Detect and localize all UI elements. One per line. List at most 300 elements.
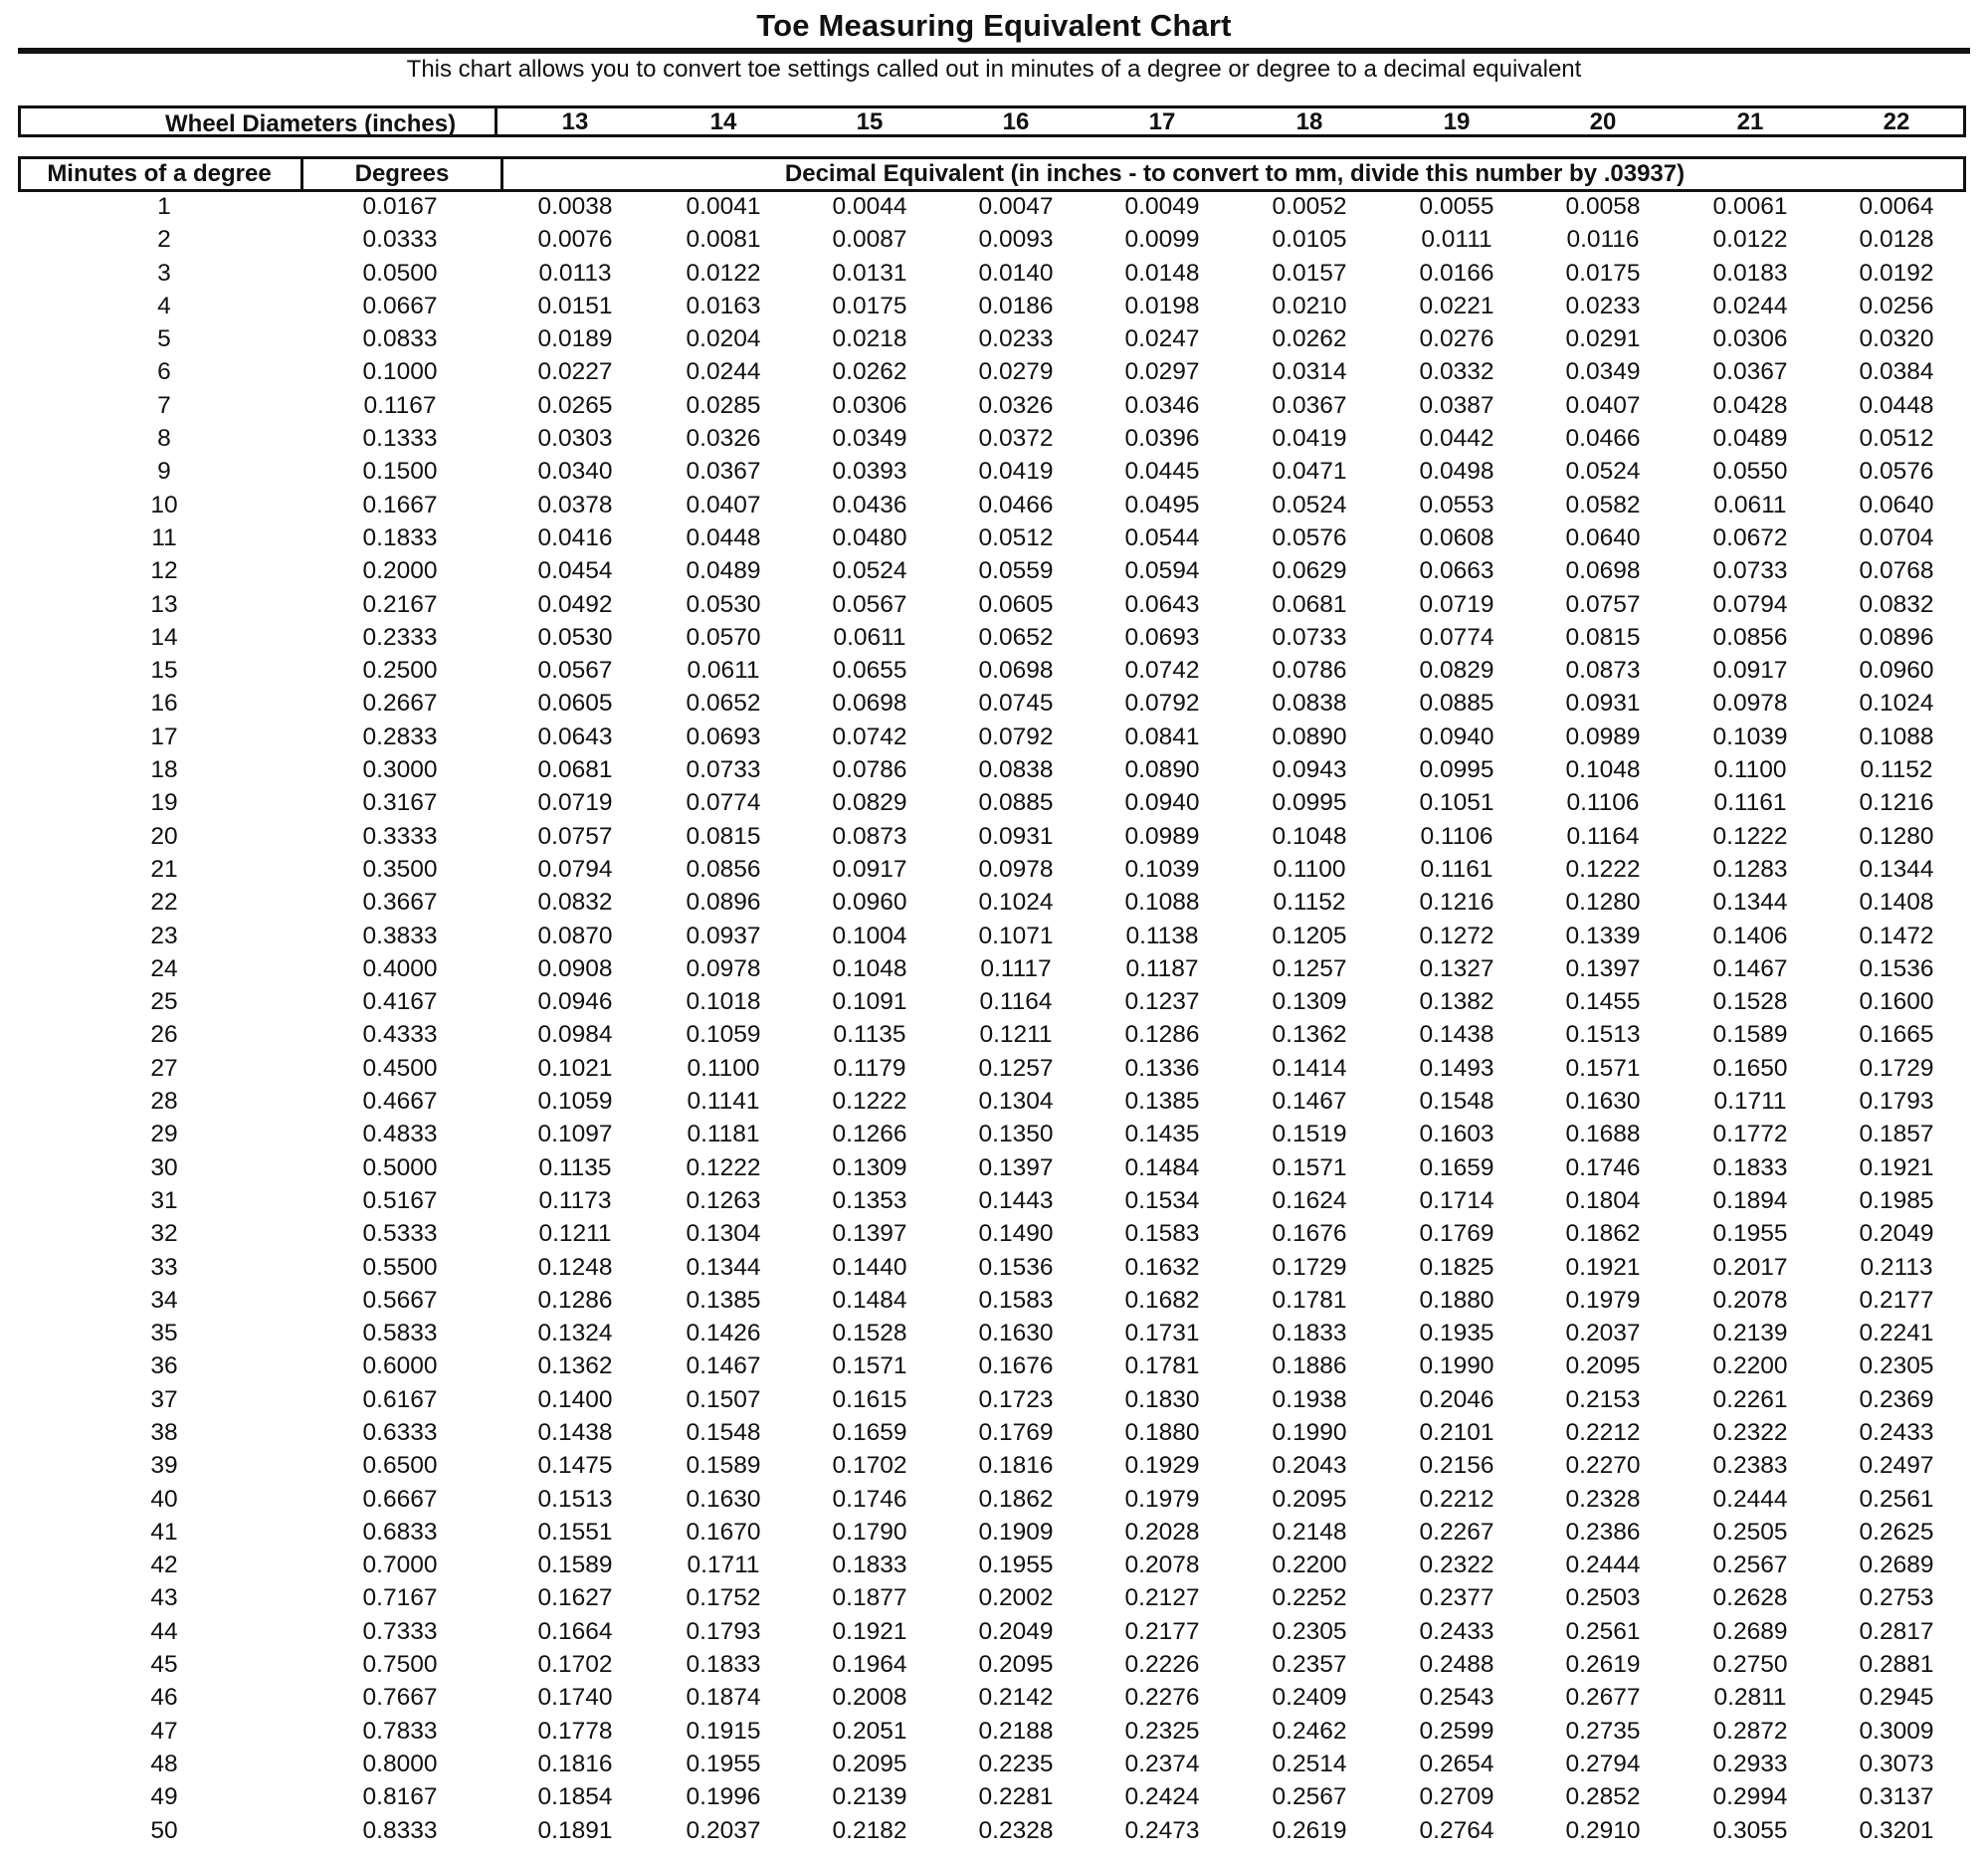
table-row <box>0 392 1988 425</box>
minutes-cell: 19 <box>150 789 178 817</box>
decimal-cell: 0.2051 <box>832 1717 907 1745</box>
decimal-cell: 0.1304 <box>978 1088 1054 1116</box>
decimal-cell: 0.0917 <box>1712 657 1788 685</box>
decimal-cell: 0.0559 <box>978 557 1054 585</box>
minutes-cell: 20 <box>150 822 178 850</box>
decimal-cell: 0.0332 <box>1419 358 1494 386</box>
decimal-cell: 0.0384 <box>1859 358 1934 386</box>
decimal-cell: 0.0052 <box>1272 193 1347 220</box>
decimal-cell: 0.2735 <box>1565 1717 1641 1745</box>
decimal-cell: 0.2503 <box>1565 1584 1641 1612</box>
decimal-cell: 0.1682 <box>1124 1286 1200 1314</box>
decimal-cell: 0.1353 <box>832 1186 907 1214</box>
decimal-cell: 0.0044 <box>832 193 907 220</box>
table-row <box>0 856 1988 889</box>
decimal-cell: 0.2794 <box>1565 1750 1641 1777</box>
table-row <box>0 591 1988 624</box>
decimal-cell: 0.1729 <box>1272 1253 1347 1281</box>
degrees-column-header: Degrees <box>354 160 450 187</box>
decimal-cell: 0.1222 <box>686 1153 761 1181</box>
decimal-cell: 0.0326 <box>686 425 761 453</box>
decimal-cell: 0.0832 <box>1859 590 1934 618</box>
decimal-cell: 0.2444 <box>1565 1551 1641 1579</box>
decimal-cell: 0.0512 <box>1859 425 1934 453</box>
decimal-cell: 0.1891 <box>537 1816 613 1844</box>
decimal-cell: 0.1979 <box>1565 1286 1641 1314</box>
decimal-cell: 0.2305 <box>1272 1617 1347 1645</box>
decimal-cell: 0.0166 <box>1419 259 1494 287</box>
decimal-cell: 0.2177 <box>1124 1617 1200 1645</box>
decimal-cell: 0.1589 <box>1712 1021 1788 1049</box>
diameter-header-22: 22 <box>1883 108 1910 135</box>
minutes-cell: 24 <box>150 954 178 982</box>
decimal-cell: 0.2433 <box>1419 1617 1494 1645</box>
decimal-cell: 0.0978 <box>978 855 1054 883</box>
decimal-cell: 0.0940 <box>1124 789 1200 817</box>
decimal-cell: 0.2561 <box>1565 1617 1641 1645</box>
decimal-cell: 0.2046 <box>1419 1385 1494 1413</box>
decimal-cell: 0.2473 <box>1124 1816 1200 1844</box>
table-row <box>0 1684 1988 1717</box>
decimal-cell: 0.1152 <box>1273 889 1346 917</box>
decimal-cell: 0.1702 <box>537 1651 613 1679</box>
decimal-cell: 0.1830 <box>1124 1385 1200 1413</box>
decimal-cell: 0.2328 <box>1565 1485 1641 1513</box>
page-title: Toe Measuring Equivalent Chart <box>756 8 1232 43</box>
decimal-cell: 0.0576 <box>1859 458 1934 486</box>
table-row <box>0 955 1988 988</box>
decimal-cell: 0.1548 <box>686 1418 761 1446</box>
decimal-cell: 0.1339 <box>1565 922 1641 949</box>
decimal-cell: 0.1135 <box>538 1153 612 1181</box>
decimal-cell: 0.1272 <box>1419 922 1494 949</box>
decimal-cell: 0.0794 <box>1712 590 1788 618</box>
decimal-cell: 0.1740 <box>537 1684 613 1712</box>
minutes-cell: 49 <box>150 1783 178 1811</box>
decimal-cell: 0.1711 <box>1713 1088 1787 1116</box>
decimal-cell: 0.1816 <box>537 1750 613 1777</box>
decimal-cell: 0.0582 <box>1565 491 1641 518</box>
decimal-cell: 0.2567 <box>1712 1551 1788 1579</box>
decimal-cell: 0.0841 <box>1124 723 1200 750</box>
decimal-cell: 0.0244 <box>686 358 761 386</box>
decimal-cell: 0.2872 <box>1712 1717 1788 1745</box>
decimal-cell: 0.1534 <box>1124 1186 1200 1214</box>
minutes-cell: 27 <box>150 1054 178 1082</box>
decimal-cell: 0.0498 <box>1419 458 1494 486</box>
decimal-cell: 0.1048 <box>832 954 907 982</box>
decimal-cell: 0.1336 <box>1124 1054 1200 1082</box>
decimal-cell: 0.0087 <box>832 226 907 254</box>
decimal-cell: 0.0151 <box>537 292 613 319</box>
decimal-cell: 0.0233 <box>1565 292 1641 319</box>
table-row <box>0 1021 1988 1054</box>
decimal-cell: 0.2567 <box>1272 1783 1347 1811</box>
degrees-cell: 0.5333 <box>362 1220 438 1248</box>
decimal-cell: 0.1344 <box>1859 855 1934 883</box>
decimal-cell: 0.0794 <box>537 855 613 883</box>
decimal-cell: 0.0960 <box>832 889 907 917</box>
minutes-cell: 15 <box>150 657 178 685</box>
decimal-cell: 0.1833 <box>686 1651 761 1679</box>
decimal-cell: 0.0466 <box>978 491 1054 518</box>
decimal-cell: 0.2305 <box>1859 1352 1934 1380</box>
decimal-cell: 0.0393 <box>832 458 907 486</box>
decimal-cell: 0.0175 <box>1565 259 1641 287</box>
decimal-cell: 0.0489 <box>686 557 761 585</box>
decimal-cell: 0.1630 <box>686 1485 761 1513</box>
decimal-cell: 0.1467 <box>686 1352 761 1380</box>
decimal-cell: 0.2095 <box>1565 1352 1641 1380</box>
decimal-cell: 0.2095 <box>978 1651 1054 1679</box>
decimal-cell: 0.0792 <box>978 723 1054 750</box>
decimal-cell: 0.1024 <box>978 889 1054 917</box>
decimal-cell: 0.1769 <box>1419 1220 1494 1248</box>
decimal-cell: 0.3073 <box>1859 1750 1934 1777</box>
degrees-cell: 0.4833 <box>362 1121 438 1148</box>
decimal-cell: 0.2945 <box>1859 1684 1934 1712</box>
decimal-cell: 0.0081 <box>686 226 761 254</box>
degrees-cell: 0.2167 <box>362 590 438 618</box>
decimal-cell: 0.0192 <box>1859 259 1934 287</box>
decimal-cell: 0.3009 <box>1859 1717 1934 1745</box>
decimal-cell: 0.1711 <box>687 1551 760 1579</box>
decimal-cell: 0.1222 <box>1712 822 1788 850</box>
decimal-cell: 0.0698 <box>978 657 1054 685</box>
decimal-cell: 0.0233 <box>978 325 1054 353</box>
decimal-cell: 0.2543 <box>1419 1684 1494 1712</box>
decimal-cell: 0.1551 <box>537 1518 613 1546</box>
decimal-cell: 0.0512 <box>978 523 1054 551</box>
decimal-cell: 0.0742 <box>1124 657 1200 685</box>
decimal-cell: 0.1793 <box>686 1617 761 1645</box>
decimal-cell: 0.2200 <box>1272 1551 1347 1579</box>
decimal-cell: 0.1790 <box>832 1518 907 1546</box>
decimal-cell: 0.0221 <box>1419 292 1494 319</box>
minutes-cell: 31 <box>150 1186 178 1214</box>
decimal-cell: 0.2101 <box>1419 1418 1494 1446</box>
decimal-cell: 0.0442 <box>1419 425 1494 453</box>
table-row <box>0 1287 1988 1320</box>
decimal-cell: 0.1781 <box>1272 1286 1347 1314</box>
decimal-cell: 0.0306 <box>832 391 907 419</box>
decimal-cell: 0.0297 <box>1124 358 1200 386</box>
table-row <box>0 1584 1988 1617</box>
decimal-cell: 0.0346 <box>1124 391 1200 419</box>
decimal-cell: 0.0605 <box>537 690 613 718</box>
decimal-cell: 0.0838 <box>978 756 1054 784</box>
decimal-cell: 0.2433 <box>1859 1418 1934 1446</box>
decimal-cell: 0.0492 <box>537 590 613 618</box>
decimal-cell: 0.1833 <box>832 1551 907 1579</box>
table-row <box>0 1419 1988 1452</box>
decimal-cell: 0.0698 <box>1565 557 1641 585</box>
decimal-cell: 0.2252 <box>1272 1584 1347 1612</box>
decimal-cell: 0.0064 <box>1859 193 1934 220</box>
decimal-cell: 0.0210 <box>1272 292 1347 319</box>
decimal-cell: 0.1257 <box>1272 954 1347 982</box>
decimal-cell: 0.1280 <box>1565 889 1641 917</box>
decimal-cell: 0.1382 <box>1419 988 1494 1016</box>
decimal-cell: 0.0131 <box>832 259 907 287</box>
table-row <box>0 1121 1988 1153</box>
decimal-cell: 0.1513 <box>1565 1021 1641 1049</box>
decimal-cell: 0.1309 <box>1272 988 1347 1016</box>
decimal-cell: 0.1152 <box>1860 756 1933 784</box>
minutes-cell: 21 <box>150 855 178 883</box>
decimal-cell: 0.1894 <box>1712 1186 1788 1214</box>
decimal-cell: 0.0128 <box>1859 226 1934 254</box>
decimal-cell: 0.3137 <box>1859 1783 1934 1811</box>
decimal-cell: 0.0655 <box>832 657 907 685</box>
decimal-cell: 0.0832 <box>537 889 613 917</box>
decimal-cell: 0.2386 <box>1565 1518 1641 1546</box>
decimal-cell: 0.0279 <box>978 358 1054 386</box>
decimal-cell: 0.0387 <box>1419 391 1494 419</box>
degrees-cell: 0.7500 <box>362 1651 438 1679</box>
decimal-cell: 0.0306 <box>1712 325 1788 353</box>
decimal-cell: 0.0122 <box>686 259 761 287</box>
decimal-cell: 0.1467 <box>1712 954 1788 982</box>
decimal-cell: 0.1024 <box>1859 690 1934 718</box>
decimal-cell: 0.1659 <box>832 1418 907 1446</box>
decimal-cell: 0.1266 <box>832 1121 907 1148</box>
degrees-cell: 0.8167 <box>362 1783 438 1811</box>
minutes-cell: 43 <box>150 1584 178 1612</box>
table-row <box>0 690 1988 723</box>
wheel-diameter-label: Wheel Diameters (inches) <box>165 110 457 137</box>
minutes-cell: 1 <box>157 193 171 220</box>
decimal-cell: 0.1426 <box>686 1320 761 1347</box>
decimal-cell: 0.1935 <box>1419 1320 1494 1347</box>
decimal-cell: 0.1825 <box>1419 1253 1494 1281</box>
decimal-cell: 0.1781 <box>1124 1352 1200 1380</box>
decimal-cell: 0.1257 <box>978 1054 1054 1082</box>
degrees-cell: 0.4000 <box>362 954 438 982</box>
table-row <box>0 624 1988 657</box>
minutes-cell: 2 <box>157 226 171 254</box>
decimal-cell: 0.1309 <box>832 1153 907 1181</box>
decimal-cell: 0.0314 <box>1272 358 1347 386</box>
degrees-cell: 0.7667 <box>362 1684 438 1712</box>
decimal-cell: 0.1051 <box>1419 789 1494 817</box>
minutes-cell: 36 <box>150 1352 178 1380</box>
minutes-cell: 35 <box>150 1320 178 1347</box>
decimal-cell: 0.0445 <box>1124 458 1200 486</box>
decimal-cell: 0.2095 <box>1272 1485 1347 1513</box>
table-row <box>0 789 1988 822</box>
decimal-cell: 0.0122 <box>1712 226 1788 254</box>
decimal-cell: 0.1048 <box>1565 756 1641 784</box>
decimal-cell: 0.1327 <box>1419 954 1494 982</box>
minutes-cell: 37 <box>150 1385 178 1413</box>
decimal-cell: 0.2261 <box>1712 1385 1788 1413</box>
decimal-cell: 0.0175 <box>832 292 907 319</box>
decimal-cell: 0.2328 <box>978 1816 1054 1844</box>
decimal-cell: 0.0693 <box>686 723 761 750</box>
table-row <box>0 1718 1988 1751</box>
decimal-cell: 0.0262 <box>1272 325 1347 353</box>
degrees-cell: 0.5000 <box>362 1153 438 1181</box>
decimal-cell: 0.0113 <box>538 259 612 287</box>
minutes-cell: 5 <box>157 325 171 353</box>
decimal-cell: 0.1100 <box>1713 756 1787 784</box>
table-row <box>0 492 1988 524</box>
table-row <box>0 1352 1988 1385</box>
decimal-cell: 0.2561 <box>1859 1485 1934 1513</box>
degrees-cell: 0.1333 <box>362 425 438 453</box>
decimal-cell: 0.0218 <box>832 325 907 353</box>
decimal-cell: 0.0105 <box>1272 226 1347 254</box>
decimal-cell: 0.0611 <box>687 657 760 685</box>
minutes-cell: 6 <box>157 358 171 386</box>
decimal-cell: 0.0419 <box>978 458 1054 486</box>
decimal-cell: 0.1138 <box>1125 922 1199 949</box>
decimal-cell: 0.0693 <box>1124 623 1200 651</box>
decimal-cell: 0.1493 <box>1419 1054 1494 1082</box>
decimal-cell: 0.1475 <box>537 1452 613 1480</box>
decimal-cell: 0.2424 <box>1124 1783 1200 1811</box>
decimal-cell: 0.0984 <box>537 1021 613 1049</box>
decimal-cell: 0.0681 <box>537 756 613 784</box>
diameter-header-19: 19 <box>1443 108 1471 135</box>
degrees-cell: 0.4333 <box>362 1021 438 1049</box>
decimal-cell: 0.1173 <box>538 1186 612 1214</box>
decimal-cell: 0.1141 <box>687 1088 760 1116</box>
decimal-cell: 0.0544 <box>1124 523 1200 551</box>
decimal-cell: 0.1915 <box>686 1717 761 1745</box>
decimal-cell: 0.0285 <box>686 391 761 419</box>
decimal-cell: 0.2628 <box>1712 1584 1788 1612</box>
minutes-cell: 7 <box>157 391 171 419</box>
decimal-cell: 0.1723 <box>978 1385 1054 1413</box>
decimal-cell: 0.2374 <box>1124 1750 1200 1777</box>
decimal-cell: 0.0416 <box>537 523 613 551</box>
decimal-cell: 0.0663 <box>1419 557 1494 585</box>
table-row <box>0 723 1988 756</box>
decimal-cell: 0.2619 <box>1272 1816 1347 1844</box>
table-row <box>0 1154 1988 1187</box>
decimal-cell: 0.1793 <box>1859 1088 1934 1116</box>
decimal-cell: 0.2212 <box>1565 1418 1641 1446</box>
decimal-cell: 0.0055 <box>1419 193 1494 220</box>
decimal-cell: 0.2488 <box>1419 1651 1494 1679</box>
minutes-cell: 14 <box>150 623 178 651</box>
decimal-cell: 0.2142 <box>978 1684 1054 1712</box>
minutes-column-header: Minutes of a degree <box>47 160 272 187</box>
decimal-cell: 0.1097 <box>537 1121 613 1148</box>
decimal-cell: 0.1676 <box>978 1352 1054 1380</box>
decimal-cell: 0.0524 <box>1565 458 1641 486</box>
decimal-cell: 0.1528 <box>832 1320 907 1347</box>
minutes-cell: 29 <box>150 1121 178 1148</box>
decimal-cell: 0.1484 <box>1124 1153 1200 1181</box>
decimal-cell: 0.2322 <box>1419 1551 1494 1579</box>
decimal-cell: 0.2017 <box>1712 1253 1788 1281</box>
decimal-cell: 0.0908 <box>537 954 613 982</box>
decimal-cell: 0.1283 <box>1712 855 1788 883</box>
decimal-cell: 0.0163 <box>686 292 761 319</box>
table-row <box>0 1486 1988 1519</box>
decimal-cell: 0.1589 <box>537 1551 613 1579</box>
minutes-cell: 48 <box>150 1750 178 1777</box>
decimal-cell: 0.0419 <box>1272 425 1347 453</box>
decimal-cell: 0.1854 <box>537 1783 613 1811</box>
degrees-cell: 0.3333 <box>362 822 438 850</box>
decimal-cell: 0.1091 <box>832 988 907 1016</box>
decimal-cell: 0.1670 <box>686 1518 761 1546</box>
degrees-cell: 0.5167 <box>362 1186 438 1214</box>
decimal-cell: 0.0856 <box>686 855 761 883</box>
decimal-cell: 0.1490 <box>978 1220 1054 1248</box>
decimal-cell: 0.0885 <box>978 789 1054 817</box>
decimal-cell: 0.2994 <box>1712 1783 1788 1811</box>
table-row <box>0 425 1988 458</box>
decimal-cell: 0.1021 <box>537 1054 613 1082</box>
decimal-cell: 0.0466 <box>1565 425 1641 453</box>
minutes-cell: 33 <box>150 1253 178 1281</box>
table-row <box>0 226 1988 259</box>
decimal-cell: 0.0407 <box>686 491 761 518</box>
decimal-cell: 0.1443 <box>978 1186 1054 1214</box>
decimal-cell: 0.1536 <box>978 1253 1054 1281</box>
decimal-cell: 0.2139 <box>1712 1320 1788 1347</box>
decimal-cell: 0.0396 <box>1124 425 1200 453</box>
degrees-cell: 0.6833 <box>362 1518 438 1546</box>
decimal-cell: 0.2677 <box>1565 1684 1641 1712</box>
diameter-header-15: 15 <box>856 108 884 135</box>
decimal-cell: 0.2357 <box>1272 1651 1347 1679</box>
minutes-cell: 38 <box>150 1418 178 1446</box>
decimal-cell: 0.0608 <box>1419 523 1494 551</box>
minutes-cell: 4 <box>157 292 171 319</box>
decimal-cell: 0.1344 <box>686 1253 761 1281</box>
decimal-cell: 0.1350 <box>978 1121 1054 1148</box>
data-table <box>0 193 1988 1850</box>
decimal-cell: 0.1603 <box>1419 1121 1494 1148</box>
decimal-cell: 0.1059 <box>686 1021 761 1049</box>
decimal-cell: 0.1630 <box>978 1320 1054 1347</box>
degrees-cell: 0.1000 <box>362 358 438 386</box>
decimal-cell: 0.1665 <box>1859 1021 1934 1049</box>
decimal-cell: 0.1135 <box>833 1021 906 1049</box>
decimal-cell: 0.2113 <box>1860 1253 1933 1281</box>
degrees-cell: 0.8333 <box>362 1816 438 1844</box>
decimal-cell: 0.1714 <box>1419 1186 1494 1214</box>
decimal-cell: 0.1996 <box>686 1783 761 1811</box>
decimal-cell: 0.0786 <box>1272 657 1347 685</box>
minutes-cell: 32 <box>150 1220 178 1248</box>
decimal-cell: 0.0733 <box>1272 623 1347 651</box>
decimal-cell: 0.1106 <box>1420 822 1493 850</box>
decimal-cell: 0.1615 <box>832 1385 907 1413</box>
degrees-cell: 0.3000 <box>362 756 438 784</box>
degrees-cell: 0.4167 <box>362 988 438 1016</box>
decimal-column-header: Decimal Equivalent (in inches - to convert to mm, divide this number by .03937) <box>784 160 1686 187</box>
decimal-cell: 0.0733 <box>1712 557 1788 585</box>
decimal-cell: 0.0815 <box>686 822 761 850</box>
decimal-cell: 0.0815 <box>1565 623 1641 651</box>
decimal-cell: 0.1438 <box>1419 1021 1494 1049</box>
decimal-cell: 0.2241 <box>1859 1320 1934 1347</box>
decimal-cell: 0.1018 <box>686 988 761 1016</box>
minutes-cell: 30 <box>150 1153 178 1181</box>
decimal-cell: 0.2444 <box>1712 1485 1788 1513</box>
minutes-cell: 10 <box>150 491 178 518</box>
decimal-cell: 0.1161 <box>1420 855 1493 883</box>
decimal-cell: 0.1362 <box>1272 1021 1347 1049</box>
decimal-cell: 0.2377 <box>1419 1584 1494 1612</box>
